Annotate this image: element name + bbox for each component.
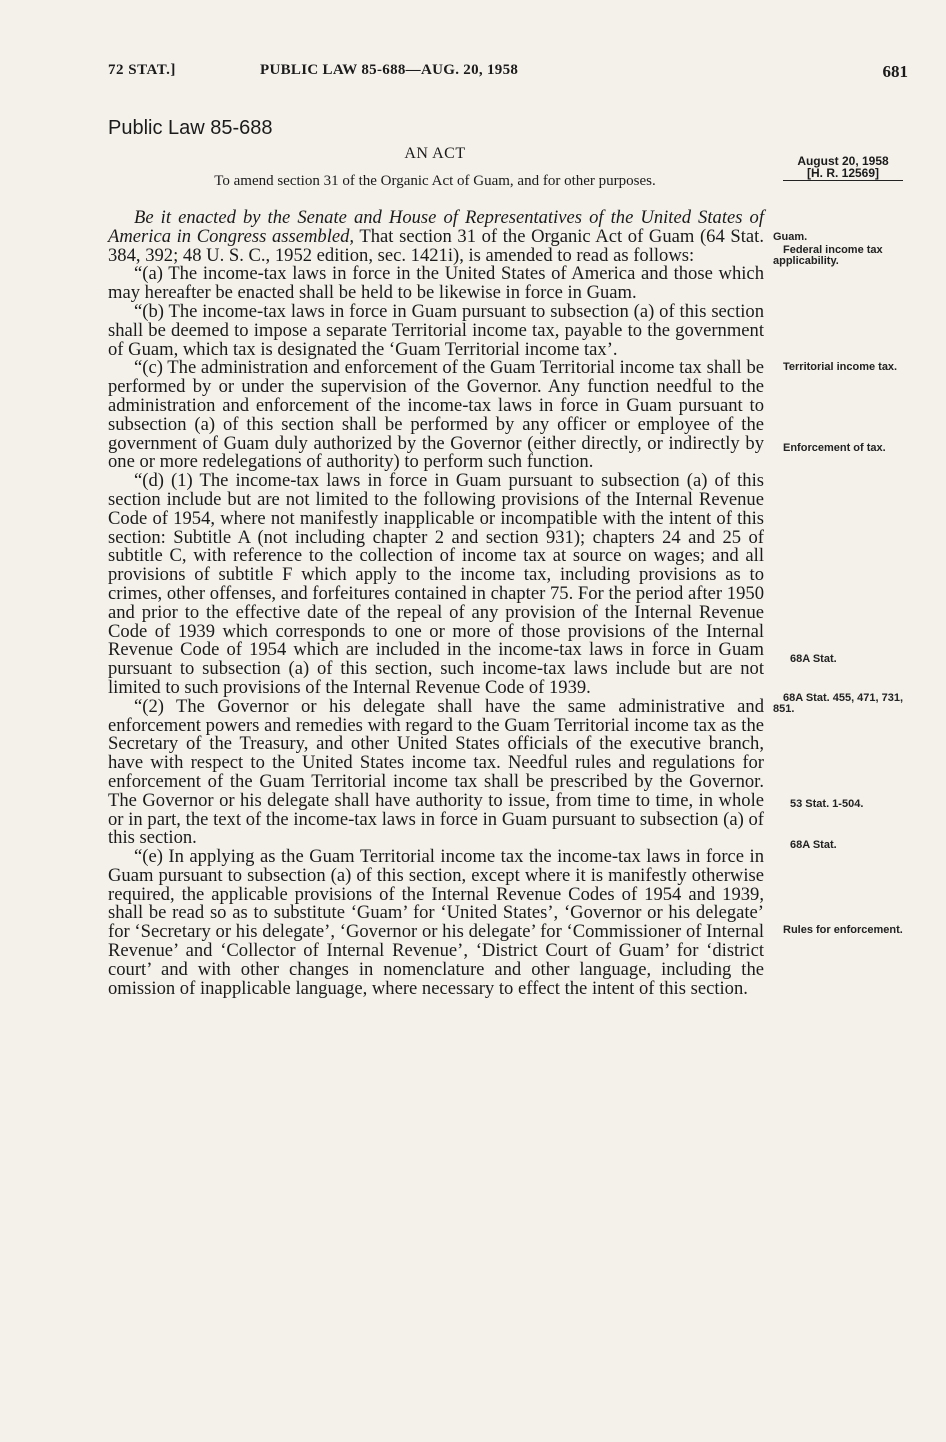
enacting-clause xyxy=(108,209,764,265)
note-rule xyxy=(783,180,903,181)
bill-date-note xyxy=(778,155,908,181)
bill-number: [H. R. 12569] xyxy=(806,166,880,180)
subsection-c: “(c) The administration and enforcement of the Guam Territorial income tax shall be performed by or under the supervision of the Governor. Any function needful to the administration and enforcement of the income-tax laws in force in Guam pursuant to subsection (a) of this section shall be performed by any officer or employee of the government of Guam duly authorized by the Governor (either directly, or indirectly by one or more redelegations of authority) to perform such function. xyxy=(108,357,764,473)
approval-date: August 20, 1958 xyxy=(797,154,889,168)
running-header xyxy=(108,62,908,86)
margin-note-68a-stat: 68A Stat. xyxy=(790,653,837,665)
subsection-e: “(e) In applying as the Guam Territorial income tax the income-tax laws in force in Guam pursuant to subsection (a) of this section, except where it is manifestly otherwise required, the applicable provisions of the Internal Revenue Codes of 1954 and 1939, shall be read so as to substitute ‘Guam’ for ‘United States’, ‘Governor or his delegate’ for ‘Secretary or his delegate’, ‘Governor or his delegate’ for ‘Commissioner of Internal Revenue’ and ‘Collector of Internal Revenue’, ‘District Court of Guam’ for ‘district court’ and with other changes in nomenclature and other language, including the omission of inapplicable language, where necessary to effect the intent of this section. xyxy=(108,846,764,999)
enacting-clause-text: That section 31 of the Organic Act of Guam (64 Stat. 384, 392; 48 U. S. C., 1952 edition, sec. 1421i), is amended to read as follows: xyxy=(108,225,764,266)
subsection-d1: “(d) (1) The income-tax laws in force in Guam pursuant to subsection (a) of this section include but are not limited to the following provisions of the Internal Revenue Code of 1954, where not manifestly inapplicable or incompatible with the intent of this section: Subtitle A (not including chapter 2 and section 931); chapters 24 and 25 of subtitle C, with reference to the collection of income tax at source on wages; and all provisions of subtitle F which apply to the income tax, including provisions as to crimes, other offenses, and forfeitures contained in chapter 75. For the period after 1950 and prior to the effective date of the repeal of any provision of the Internal Revenue Code of 1939 which corresponds to one or more of those provisions of the Internal Revenue Code of 1954 which are included in the income-tax laws in force in Guam pursuant to subsection (a) of this section, such income-tax laws include but are not limited to such provisions of the Internal Revenue Code of 1939. xyxy=(108,470,764,698)
margin-note-rules-enforcement: Rules for enforcement. xyxy=(783,924,903,936)
margin-note-68a-stat-pages: 68A Stat. 455, 471, 731, 851. xyxy=(773,692,904,715)
page-number: 681 xyxy=(882,62,908,81)
margin-note-enforcement: Enforcement of tax. xyxy=(783,442,886,454)
subsection-d2: “(2) The Governor or his delegate shall have the same administrative and enforcement powers and remedies with regard to the Guam Territorial income tax as the Secretary of the Treasury, and other United States officials of the executive branch, have with respect to the United States income tax. Needful rules and regulations for enforcement of the Guam Territorial income tax shall be prescribed by the Governor. The Governor or his delegate shall have authority to issue, from time to time, in whole or in part, the text of the income-tax laws in force in Guam pursuant to subsection (a) of this section. xyxy=(108,695,764,849)
margin-note-territorial-tax: Territorial income tax. xyxy=(783,361,898,373)
law-title: Public Law 85-688 xyxy=(108,117,273,139)
statute-volume: 72 STAT.] xyxy=(108,62,176,78)
subsection-a: “(a) The income-tax laws in force in the United States of America and those which may hereafter be enacted shall be held to be likewise in force in Guam. xyxy=(108,263,764,304)
act-heading: AN ACT xyxy=(404,145,466,162)
margin-note-68a-stat-2: 68A Stat. xyxy=(790,839,837,851)
margin-note-federal-income-tax: Federal income tax applicability. xyxy=(773,244,883,267)
subsection-b: “(b) The income-tax laws in force in Guam pursuant to subsection (a) of this section shall be deemed to impose a separate Territorial income tax, payable to the government of Guam, which tax is designated the ‘Guam Territorial income tax’. xyxy=(108,300,764,360)
margin-note-53-stat: 53 Stat. 1-504. xyxy=(790,798,864,810)
act-purpose: To amend section 31 of the Organic Act of Guam, and for other purposes. xyxy=(214,173,656,189)
margin-note-guam: Guam. xyxy=(773,231,808,243)
act-body xyxy=(108,209,764,998)
running-title: PUBLIC LAW 85-688—AUG. 20, 1958 xyxy=(260,62,519,78)
enacting-clause-italic: Be it enacted by the Senate and House of Representatives of the United States of America in Congress assembled, xyxy=(108,207,764,247)
